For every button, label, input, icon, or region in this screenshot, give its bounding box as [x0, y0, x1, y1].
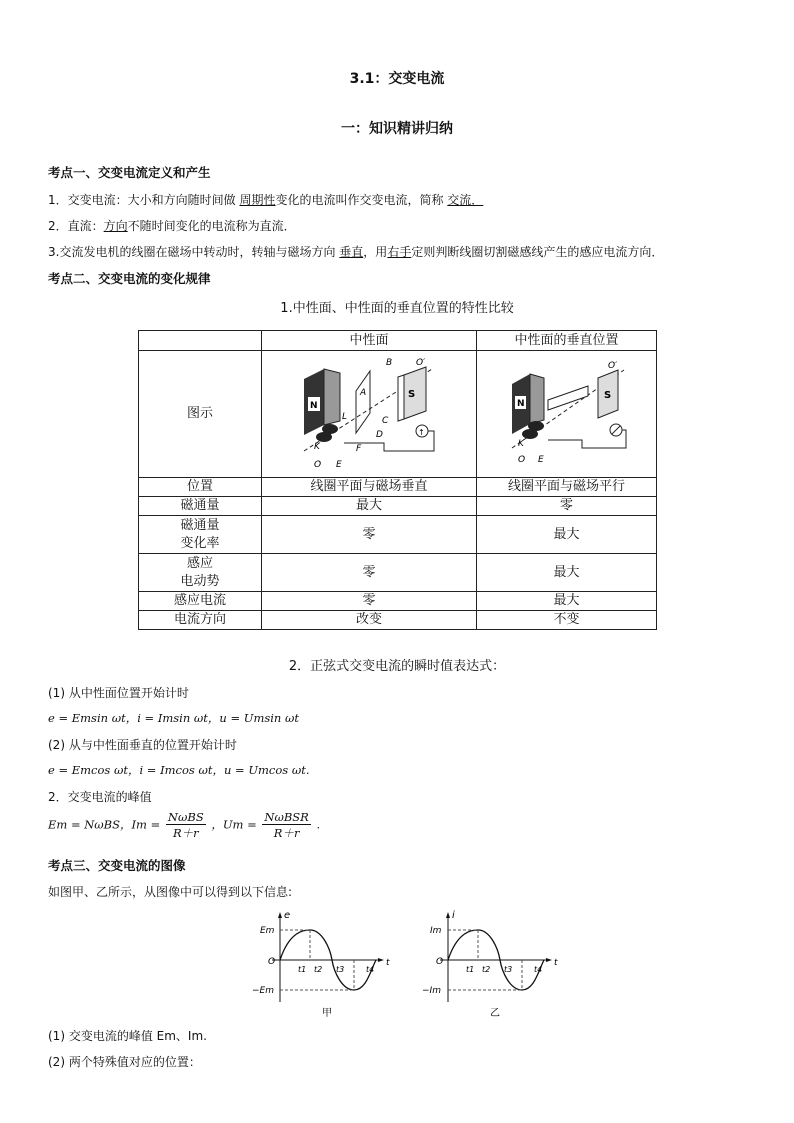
kp1-item2: 2．直流：方向不随时间变化的电流称为直流．: [48, 219, 296, 233]
svg-text:↑: ↑: [418, 428, 425, 437]
svg-text:Im: Im: [430, 926, 442, 936]
svg-text:S: S: [408, 389, 416, 400]
table-cell: 改变: [262, 611, 477, 630]
generator-figure-neutral: [262, 351, 477, 478]
table-cell: 不变: [477, 611, 657, 630]
generator-diagram-icon: [284, 351, 454, 471]
svg-text:t4: t4: [366, 965, 375, 974]
equation-sin: e = Emsin ωt，i = Imsin ωt，u = Umsin ωt: [48, 711, 299, 725]
row-label: 位置: [139, 478, 262, 497]
svg-text:E: E: [336, 460, 342, 470]
svg-text:O: O: [268, 957, 276, 967]
row-label: 磁通量 变化率: [139, 516, 262, 554]
svg-text:−Em: −Em: [252, 986, 274, 996]
table-cell: 最大: [477, 516, 657, 554]
kp3-item1: (1) 交变电流的峰值 Em、Im.: [48, 1029, 207, 1043]
kp3-heading: 考点三、交变电流的图像: [48, 858, 186, 873]
sine-graph-emf: [250, 908, 400, 1020]
table-cell: 线圈平面与磁场垂直: [262, 478, 477, 497]
svg-text:t2: t2: [314, 965, 323, 974]
svg-text:L: L: [342, 412, 348, 422]
svg-text:t4: t4: [534, 965, 543, 974]
table-cell: 零: [262, 516, 477, 554]
svg-text:乙: 乙: [490, 1008, 500, 1019]
svg-text:t3: t3: [336, 965, 345, 974]
table-cell: 最大: [477, 592, 657, 611]
kp1-item3: 3.交流发电机的线圈在磁场中转动时，转轴与磁场方向 垂直，用右手定则判断线圈切割磁感线产生的感应电流方向．: [48, 245, 664, 259]
svg-text:t2: t2: [482, 965, 491, 974]
svg-text:Em: Em: [260, 926, 275, 936]
table-cell: 零: [262, 554, 477, 592]
svg-text:N: N: [516, 399, 525, 409]
sine-graph-current: [418, 908, 568, 1020]
svg-text:O: O: [314, 460, 322, 470]
table-corner: [139, 331, 262, 351]
table-cell: 线圈平面与磁场平行: [477, 478, 657, 497]
generator-diagram-icon: [492, 356, 642, 466]
svg-text:e: e: [284, 910, 291, 921]
svg-text:S: S: [603, 390, 611, 401]
svg-text:K: K: [517, 439, 524, 449]
peak-title: 2．交变电流的峰值: [48, 790, 152, 804]
svg-text:O: O: [517, 455, 525, 465]
svg-text:t: t: [554, 958, 558, 968]
svg-text:t1: t1: [466, 965, 475, 974]
svg-text:E: E: [537, 455, 544, 465]
table-cell: 最大: [262, 497, 477, 516]
table-cell: 零: [262, 592, 477, 611]
generator-figure-perpendicular: [477, 351, 657, 478]
peak-equation: Em = NωBS，Im = $\frac{\text{NωBS}}{R+r}$ ，Um = $\frac{\text{NωBSR}}{R+r}$ .: [48, 810, 321, 840]
svg-text:i: i: [452, 910, 455, 921]
svg-text:甲: 甲: [322, 1008, 332, 1019]
kp3-intro: 如图甲、乙所示，从图像中可以得到以下信息:: [48, 885, 293, 899]
row-label: 磁通量: [139, 497, 262, 516]
kp3-item2: (2) 两个特殊值对应的位置：: [48, 1055, 201, 1069]
row-label: 电流方向: [139, 611, 262, 630]
row-label: 感应 电动势: [139, 554, 262, 592]
svg-text:N: N: [310, 401, 318, 411]
svg-text:O: O: [436, 957, 444, 967]
svg-text:D: D: [376, 430, 383, 440]
row-label: 感应电流: [139, 592, 262, 611]
equation-cos: e = Emcos ωt，i = Imcos ωt，u = Umcos ωt.: [48, 763, 310, 777]
svg-text:B: B: [386, 358, 393, 368]
svg-text:A: A: [360, 388, 367, 398]
svg-text:t: t: [386, 958, 390, 968]
svg-text:C: C: [382, 416, 389, 426]
page-title: 3.1：交变电流: [349, 71, 445, 87]
figure-row-label: 图示: [139, 351, 262, 478]
svg-text:K: K: [314, 442, 320, 452]
kp1-item1: 1．交变电流：大小和方向随时间做 周期性变化的电流叫作交变电流，简称 交流．: [48, 193, 484, 207]
table-cell: 最大: [477, 554, 657, 592]
subsection-title: 2．正弦式交变电流的瞬时值表达式：: [288, 659, 506, 674]
comparison-table: [138, 330, 657, 630]
table-caption: 1.中性面、中性面的垂直位置的特性比较: [280, 301, 514, 316]
svg-text:F: F: [356, 444, 362, 454]
section-heading: 一：知识精讲归纳: [341, 121, 453, 137]
col-header-perpendicular: 中性面的垂直位置: [477, 331, 657, 351]
svg-text:−Im: −Im: [422, 986, 441, 996]
col-header-neutral: 中性面: [262, 331, 477, 351]
svg-text:t1: t1: [298, 965, 307, 974]
kp2-heading: 考点二、交变电流的变化规律: [48, 271, 211, 286]
svg-text:t3: t3: [504, 965, 513, 974]
case2-text: (2) 从与中性面垂直的位置开始计时: [48, 738, 237, 752]
table-cell: 零: [477, 497, 657, 516]
kp1-heading: 考点一、交变电流定义和产生: [48, 165, 211, 180]
svg-text:O′: O′: [416, 358, 426, 368]
svg-text:O′: O′: [607, 361, 617, 371]
case1-text: (1) 从中性面位置开始计时: [48, 686, 189, 700]
